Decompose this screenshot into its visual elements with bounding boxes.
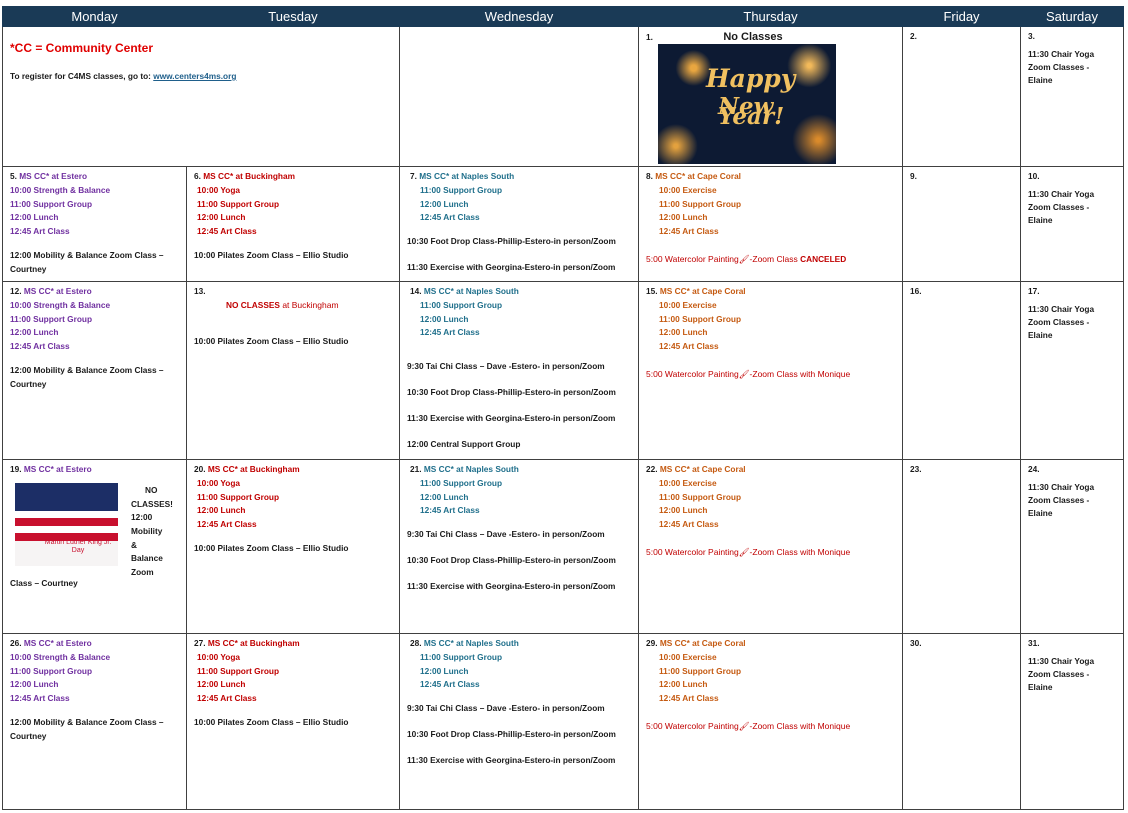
notice-line: Zoom: [131, 567, 154, 578]
day-number: 3.: [1028, 31, 1035, 41]
schedule-item: 11:00 Support Group: [197, 665, 280, 676]
day-cell-24: [1021, 460, 1124, 634]
notice-line: CLASSES!: [131, 498, 173, 509]
schedule-item: 11:30 Exercise with Georgina-Estero-in person/Zoom: [407, 261, 616, 272]
no-classes-notice: NO CLASSES: [226, 299, 280, 310]
chair-yoga-line: Zoom Classes -: [1028, 62, 1090, 72]
watercolor-item: 5:00 Watercolor Painting🖌-Zoom Class with Monique: [646, 368, 851, 379]
day-cell-1: [639, 27, 903, 167]
happy-new-year-image: [658, 44, 836, 164]
day-number: 28.: [410, 638, 422, 648]
week-row-4: [3, 460, 1124, 634]
schedule-item: 12:45 Art Class: [10, 341, 70, 352]
schedule-item: 12:45 Art Class: [197, 226, 257, 237]
schedule-item: 12:00 Lunch: [659, 212, 708, 223]
week-row-3: [3, 282, 1124, 460]
image-text-happy: Happy: [706, 64, 796, 93]
register-info: [10, 71, 393, 81]
schedule-item: 12:00 Lunch: [10, 327, 59, 338]
week-row-5: [3, 634, 1124, 810]
day-cell-22: [639, 460, 903, 634]
schedule-item: 10:00 Yoga: [197, 184, 241, 195]
day-cell-20: [187, 460, 400, 634]
schedule-item: 10:30 Foot Drop Class-Phillip-Estero-in person/Zoom: [407, 386, 616, 397]
chair-yoga-line: Elaine: [1028, 682, 1053, 692]
location-heading: MS CC* at Cape Coral: [659, 638, 746, 648]
watercolor-item: 5:00 Watercolor Painting🖌-Zoom Class: [646, 253, 801, 264]
schedule-item: 11:00 Support Group: [10, 313, 93, 324]
chair-yoga-line: Elaine: [1028, 508, 1053, 518]
day-cell-12: [3, 282, 187, 460]
chair-yoga-line: 11:30 Chair Yoga: [1028, 49, 1095, 59]
schedule-item: 12:45 Art Class: [659, 519, 719, 530]
location-heading: MS CC* at Estero: [23, 638, 92, 648]
day-number: 21.: [410, 464, 422, 474]
schedule-item: 12:00 Lunch: [659, 505, 708, 516]
day-header-saturday: Saturday: [1021, 7, 1124, 27]
schedule-item: 10:00 Exercise: [659, 299, 717, 310]
day-header-friday: Friday: [903, 7, 1021, 27]
register-link[interactable]: www.centers4ms.org: [153, 71, 237, 81]
schedule-item: 12:00 Lunch: [659, 679, 708, 690]
day-number: 1.: [646, 32, 653, 42]
schedule-item: 10:00 Pilates Zoom Class – Ellio Studio: [194, 542, 349, 553]
watercolor-item: 5:00 Watercolor Painting🖌-Zoom Class with Monique: [646, 546, 851, 557]
chair-yoga-line: Zoom Classes -: [1028, 317, 1090, 327]
day-number: 10.: [1028, 171, 1040, 181]
day-number: 7.: [410, 171, 417, 181]
day-cell-31: [1021, 634, 1124, 810]
schedule-item: 12:00 Lunch: [197, 505, 246, 516]
schedule-item: 10:00 Strength & Balance: [10, 299, 111, 310]
chair-yoga-line: Elaine: [1028, 75, 1053, 85]
schedule-item: 12:00 Lunch: [420, 491, 469, 502]
schedule-item: 10:00 Yoga: [197, 651, 241, 662]
location-heading: MS CC* at Cape Coral: [659, 286, 746, 296]
schedule-item: 11:00 Support Group: [420, 184, 503, 195]
schedule-item: 11:00 Support Group: [197, 198, 280, 209]
location-heading: MS CC* at Naples South: [419, 171, 515, 181]
schedule-item: 11:00 Support Group: [10, 665, 93, 676]
day-cell-10: [1021, 167, 1124, 282]
day-cell-empty: [400, 27, 639, 167]
schedule-item: 10:00 Exercise: [659, 651, 717, 662]
day-cell-8: [639, 167, 903, 282]
schedule-item: 12:45 Art Class: [197, 693, 257, 704]
day-number: 8.: [646, 171, 653, 181]
day-cell-3: [1021, 27, 1124, 167]
location-heading: MS CC* at Estero: [23, 286, 92, 296]
day-number: 12.: [10, 286, 22, 296]
schedule-item: 12:00 Lunch: [197, 212, 246, 223]
location-heading: MS CC* at Estero: [23, 464, 92, 474]
day-header-tuesday: Tuesday: [187, 7, 400, 27]
schedule-item: 12:00 Lunch: [197, 679, 246, 690]
location-heading: MS CC* at Buckingham: [207, 638, 300, 648]
day-cell-30: [903, 634, 1021, 810]
day-cell-21: [400, 460, 639, 634]
legend-cell: [3, 27, 400, 167]
day-cell-16: [903, 282, 1021, 460]
schedule-item: 11:30 Exercise with Georgina-Estero-in person/Zoom: [407, 754, 616, 765]
chair-yoga-line: Zoom Classes -: [1028, 202, 1090, 212]
notice-line: 12:00: [131, 512, 153, 523]
schedule-item: 10:00 Pilates Zoom Class – Ellio Studio: [194, 716, 349, 727]
schedule-item: Courtney: [10, 378, 47, 389]
schedule-item: 12:45 Art Class: [420, 679, 480, 690]
schedule-item: 12:00 Mobility & Balance Zoom Class –: [10, 249, 164, 260]
mlk-notice: [131, 484, 171, 580]
day-number: 24.: [1028, 464, 1040, 474]
day-cell-9: [903, 167, 1021, 282]
schedule-item: Courtney: [10, 730, 47, 741]
no-classes-location: at Buckingham: [279, 299, 339, 310]
day-number: 23.: [910, 464, 922, 474]
day-cell-5: [3, 167, 187, 282]
schedule-item: 12:00 Lunch: [420, 198, 469, 209]
schedule-item: 12:00 Lunch: [10, 679, 59, 690]
schedule-item: 11:00 Support Group: [197, 491, 280, 502]
day-number: 22.: [646, 464, 658, 474]
day-cell-23: [903, 460, 1021, 634]
schedule-item: 11:30 Exercise with Georgina-Estero-in person/Zoom: [407, 580, 616, 591]
canceled-badge: CANCELED: [800, 253, 847, 264]
schedule-item: 9:30 Tai Chi Class – Dave -Estero- in person/Zoom: [407, 703, 605, 714]
location-heading: MS CC* at Estero: [19, 171, 88, 181]
location-heading: MS CC* at Buckingham: [207, 464, 300, 474]
week-row-2: [3, 167, 1124, 282]
day-number: 9.: [910, 171, 917, 181]
day-cell-26: [3, 634, 187, 810]
location-heading: MS CC* at Naples South: [423, 464, 519, 474]
day-cell-2: [903, 27, 1021, 167]
day-number: 17.: [1028, 286, 1040, 296]
day-cell-27: [187, 634, 400, 810]
schedule-item: 10:00 Exercise: [659, 477, 717, 488]
schedule-item: 11:00 Support Group: [10, 198, 93, 209]
schedule-item: 10:00 Pilates Zoom Class – Ellio Studio: [194, 335, 349, 346]
schedule-item: 11:30 Exercise with Georgina-Estero-in person/Zoom: [407, 412, 616, 423]
day-header-thursday: Thursday: [639, 7, 903, 27]
schedule-item: 12:00 Lunch: [420, 313, 469, 324]
day-cell-29: [639, 634, 903, 810]
notice-line: Mobility: [131, 525, 163, 536]
day-cell-13: [187, 282, 400, 460]
schedule-item: 12:00 Central Support Group: [407, 438, 521, 449]
schedule-item: 11:00 Support Group: [420, 477, 503, 488]
chair-yoga-line: Elaine: [1028, 330, 1053, 340]
schedule-item: 11:00 Support Group: [659, 198, 742, 209]
schedule-item: 12:45 Art Class: [10, 226, 70, 237]
schedule-item: 10:00 Strength & Balance: [10, 651, 111, 662]
schedule-item: 12:00 Lunch: [10, 212, 59, 223]
chair-yoga-line: 11:30 Chair Yoga: [1028, 189, 1095, 199]
schedule-item: Class – Courtney: [10, 577, 78, 588]
schedule-item: 12:00 Mobility & Balance Zoom Class –: [10, 364, 164, 375]
chair-yoga-line: Elaine: [1028, 215, 1053, 225]
schedule-item: 11:00 Support Group: [420, 299, 503, 310]
schedule-item: 10:30 Foot Drop Class-Phillip-Estero-in person/Zoom: [407, 728, 616, 739]
chair-yoga-line: 11:30 Chair Yoga: [1028, 304, 1095, 314]
schedule-item: 9:30 Tai Chi Class – Dave -Estero- in person/Zoom: [407, 361, 605, 372]
location-heading: MS CC* at Buckingham: [203, 171, 295, 181]
day-number: 16.: [910, 286, 922, 296]
day-number: 29.: [646, 638, 658, 648]
schedule-item: 11:00 Support Group: [659, 313, 742, 324]
schedule-item: 12:00 Mobility & Balance Zoom Class –: [10, 716, 164, 727]
notice-line: NO: [145, 484, 158, 495]
no-classes-title: No Classes: [723, 31, 783, 43]
schedule-item: 10:00 Yoga: [197, 477, 241, 488]
schedule-item: 10:30 Foot Drop Class-Phillip-Estero-in person/Zoom: [407, 236, 616, 247]
day-header-monday: Monday: [3, 7, 187, 27]
schedule-item: 12:45 Art Class: [659, 226, 719, 237]
day-number: 15.: [646, 286, 658, 296]
notice-line: &: [131, 539, 137, 550]
schedule-item: 12:45 Art Class: [420, 505, 480, 516]
schedule-item: 12:45 Art Class: [659, 341, 719, 352]
schedule-item: 12:00 Lunch: [420, 665, 469, 676]
image-text-new-year: New Year!: [718, 93, 785, 130]
schedule-item: 11:00 Support Group: [659, 491, 742, 502]
schedule-item: 10:00 Strength & Balance: [10, 184, 111, 195]
schedule-item: 12:45 Art Class: [420, 327, 480, 338]
day-number: 13.: [194, 286, 206, 296]
chair-yoga-line: 11:30 Chair Yoga: [1028, 482, 1095, 492]
day-number: 14.: [410, 286, 422, 296]
schedule-item: 11:00 Support Group: [659, 665, 742, 676]
location-heading: MS CC* at Cape Coral: [659, 464, 746, 474]
chair-yoga-line: Zoom Classes -: [1028, 669, 1090, 679]
day-cell-28: [400, 634, 639, 810]
day-number: 30.: [910, 638, 922, 648]
day-cell-14: [400, 282, 639, 460]
header-row: [3, 7, 1124, 27]
week-row-1: [3, 27, 1124, 167]
schedule-item: 12:45 Art Class: [659, 693, 719, 704]
day-cell-15: [639, 282, 903, 460]
schedule-item: 12:45 Art Class: [197, 519, 257, 530]
location-heading: MS CC* at Naples South: [423, 286, 519, 296]
day-cell-19: [3, 460, 187, 634]
schedule-item: 9:30 Tai Chi Class – Dave -Estero- in person/Zoom: [407, 529, 605, 540]
schedule-item: 12:45 Art Class: [420, 212, 480, 223]
cc-legend: *CC = Community Center: [10, 41, 154, 55]
schedule-item: Courtney: [10, 263, 47, 274]
day-number: 5.: [10, 171, 17, 181]
day-number: 19.: [10, 464, 22, 474]
watercolor-item: 5:00 Watercolor Painting🖌-Zoom Class with Monique: [646, 720, 851, 731]
schedule-item: 12:00 Lunch: [659, 327, 708, 338]
mlk-day-image: [15, 483, 118, 566]
location-heading: MS CC* at Cape Coral: [655, 171, 741, 181]
day-cell-7: [400, 167, 639, 282]
day-cell-6: [187, 167, 400, 282]
day-number: 20.: [194, 464, 206, 474]
notice-line: Balance: [131, 553, 163, 564]
schedule-item: 10:30 Foot Drop Class-Phillip-Estero-in person/Zoom: [407, 554, 616, 565]
schedule-item: 12:45 Art Class: [10, 693, 70, 704]
calendar-grid: [2, 6, 1124, 810]
schedule-item: 11:00 Support Group: [420, 651, 503, 662]
day-header-wednesday: Wednesday: [400, 7, 639, 27]
location-heading: MS CC* at Naples South: [423, 638, 519, 648]
day-number: 31.: [1028, 638, 1040, 648]
day-number: 27.: [194, 638, 206, 648]
chair-yoga-line: 11:30 Chair Yoga: [1028, 656, 1095, 666]
day-number: 2.: [910, 31, 917, 41]
schedule-item: 10:00 Exercise: [659, 184, 717, 195]
schedule-item: 10:00 Pilates Zoom Class – Ellio Studio: [194, 249, 349, 260]
day-number: 6.: [194, 171, 201, 181]
day-cell-17: [1021, 282, 1124, 460]
chair-yoga-line: Zoom Classes -: [1028, 495, 1090, 505]
register-text: To register for C4MS classes, go to:: [10, 71, 154, 81]
day-number: 26.: [10, 638, 22, 648]
mlk-image-caption: Martin Luther King Jr. Day: [44, 538, 112, 554]
